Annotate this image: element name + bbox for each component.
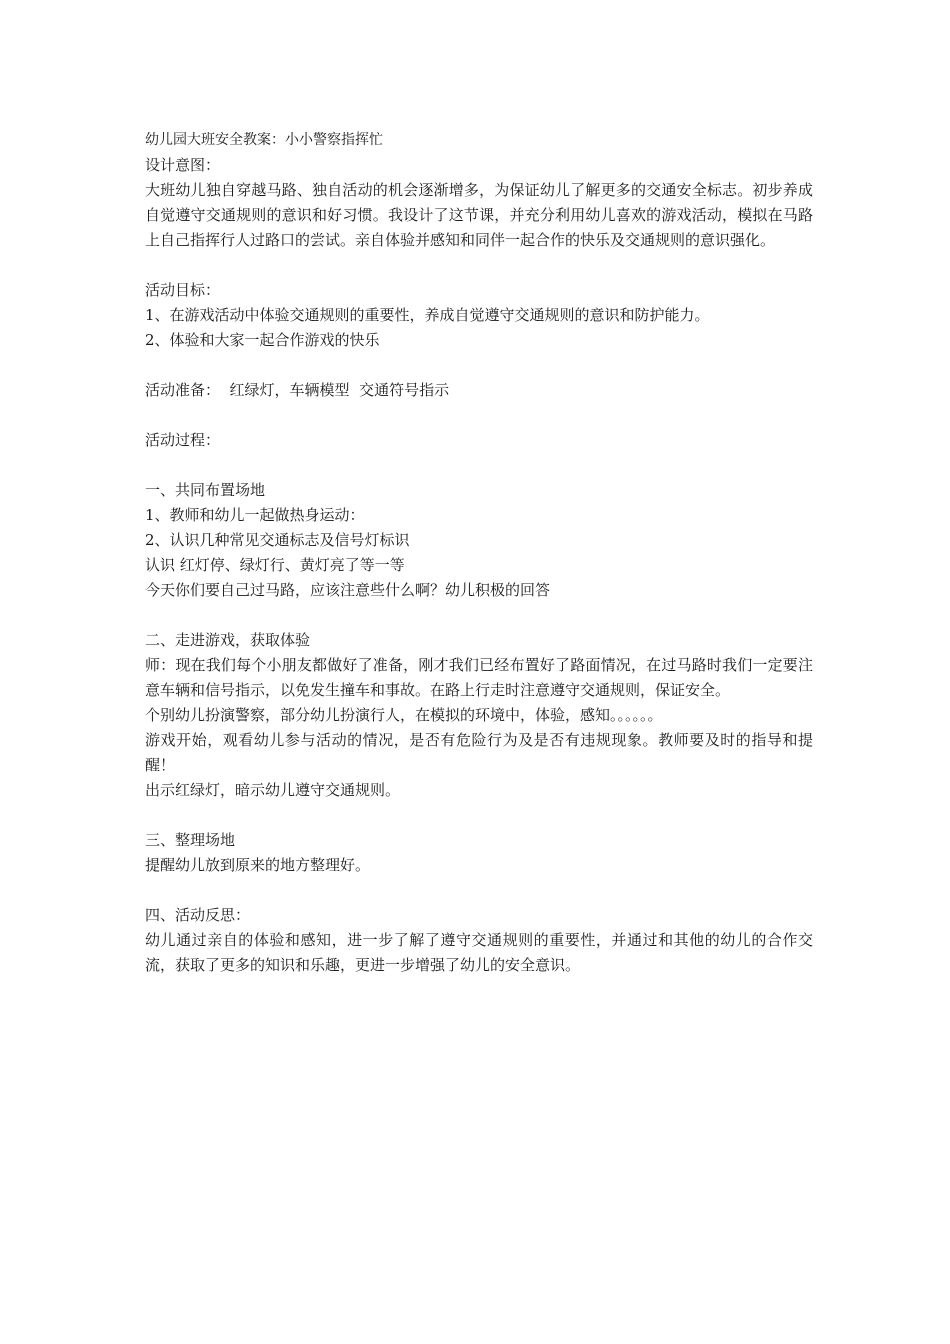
section-line: 个别幼儿扮演警察，部分幼儿扮演行人，在模拟的环境中，体验，感知。。。。。。 (145, 706, 663, 724)
section-line: 出示红绿灯，暗示幼儿遵守交通规则。 (145, 781, 401, 799)
section-line: 2、认识几种常见交通标志及信号灯标识 (145, 531, 410, 549)
spacer (145, 878, 813, 903)
spacer (145, 403, 813, 428)
section-heading: 三、整理场地 (145, 831, 236, 849)
section-paragraph: 师：现在我们每个小朋友都做好了准备，刚才我们已经布置好了路面情况，在过马路时我们一定要注意车辆和信号指示，以免发生撞车和事故。在路上行走时注意遵守交通规则，保证安全。 (145, 656, 813, 699)
section-line: 认识 红灯停、绿灯行、黄灯亮了等一等 (145, 556, 405, 574)
goal-item: 2、体验和大家一起合作游戏的快乐 (145, 331, 380, 349)
spacer (145, 603, 813, 628)
section-line: 1、教师和幼儿一起做热身运动： (145, 506, 365, 524)
design-heading: 设计意图： (145, 156, 221, 174)
section-heading: 一、共同布置场地 (145, 481, 266, 499)
process-heading: 活动过程： (145, 431, 221, 449)
spacer (145, 803, 813, 828)
document-page (145, 128, 813, 978)
goals-heading: 活动目标： (145, 281, 221, 299)
section-heading: 二、走进游戏，获取体验 (145, 631, 311, 649)
goal-item: 1、在游戏活动中体验交通规则的重要性，养成自觉遵守交通规则的意识和防护能力。 (145, 306, 710, 324)
section-paragraph: 幼儿通过亲自的体验和感知，进一步了解了遵守交通规则的重要性，并通过和其他的幼儿的合作交流，获取了更多的知识和乐趣，更进一步增强了幼儿的安全意识。 (145, 931, 813, 974)
spacer (145, 253, 813, 278)
prep-line: 活动准备： 红绿灯，车辆模型 交通符号指示 (145, 381, 450, 399)
section-line: 今天你们要自己过马路，应该注意些什么啊？幼儿积极的回答 (145, 581, 551, 599)
section-heading: 四、活动反思： (145, 906, 251, 924)
section-line: 提醒幼儿放到原来的地方整理好。 (145, 856, 371, 874)
section-paragraph: 游戏开始，观看幼儿参与活动的情况，是否有危险行为及是否有违规现象。教师要及时的指导和提醒！ (145, 731, 813, 774)
spacer (145, 453, 813, 478)
design-paragraph: 大班幼儿独自穿越马路、独自活动的机会逐渐增多，为保证幼儿了解更多的交通安全标志。初步养成自觉遵守交通规则的意识和好习惯。我设计了这节课，并充分利用幼儿喜欢的游戏活动，模拟在马路上自己指挥行人过路口的尝试。亲自体验并感知和同伴一起合作的快乐及交通规则的意识强化。 (145, 181, 813, 249)
spacer (145, 353, 813, 378)
document-title: 幼儿园大班安全教案：小小警察指挥忙 (145, 132, 383, 148)
